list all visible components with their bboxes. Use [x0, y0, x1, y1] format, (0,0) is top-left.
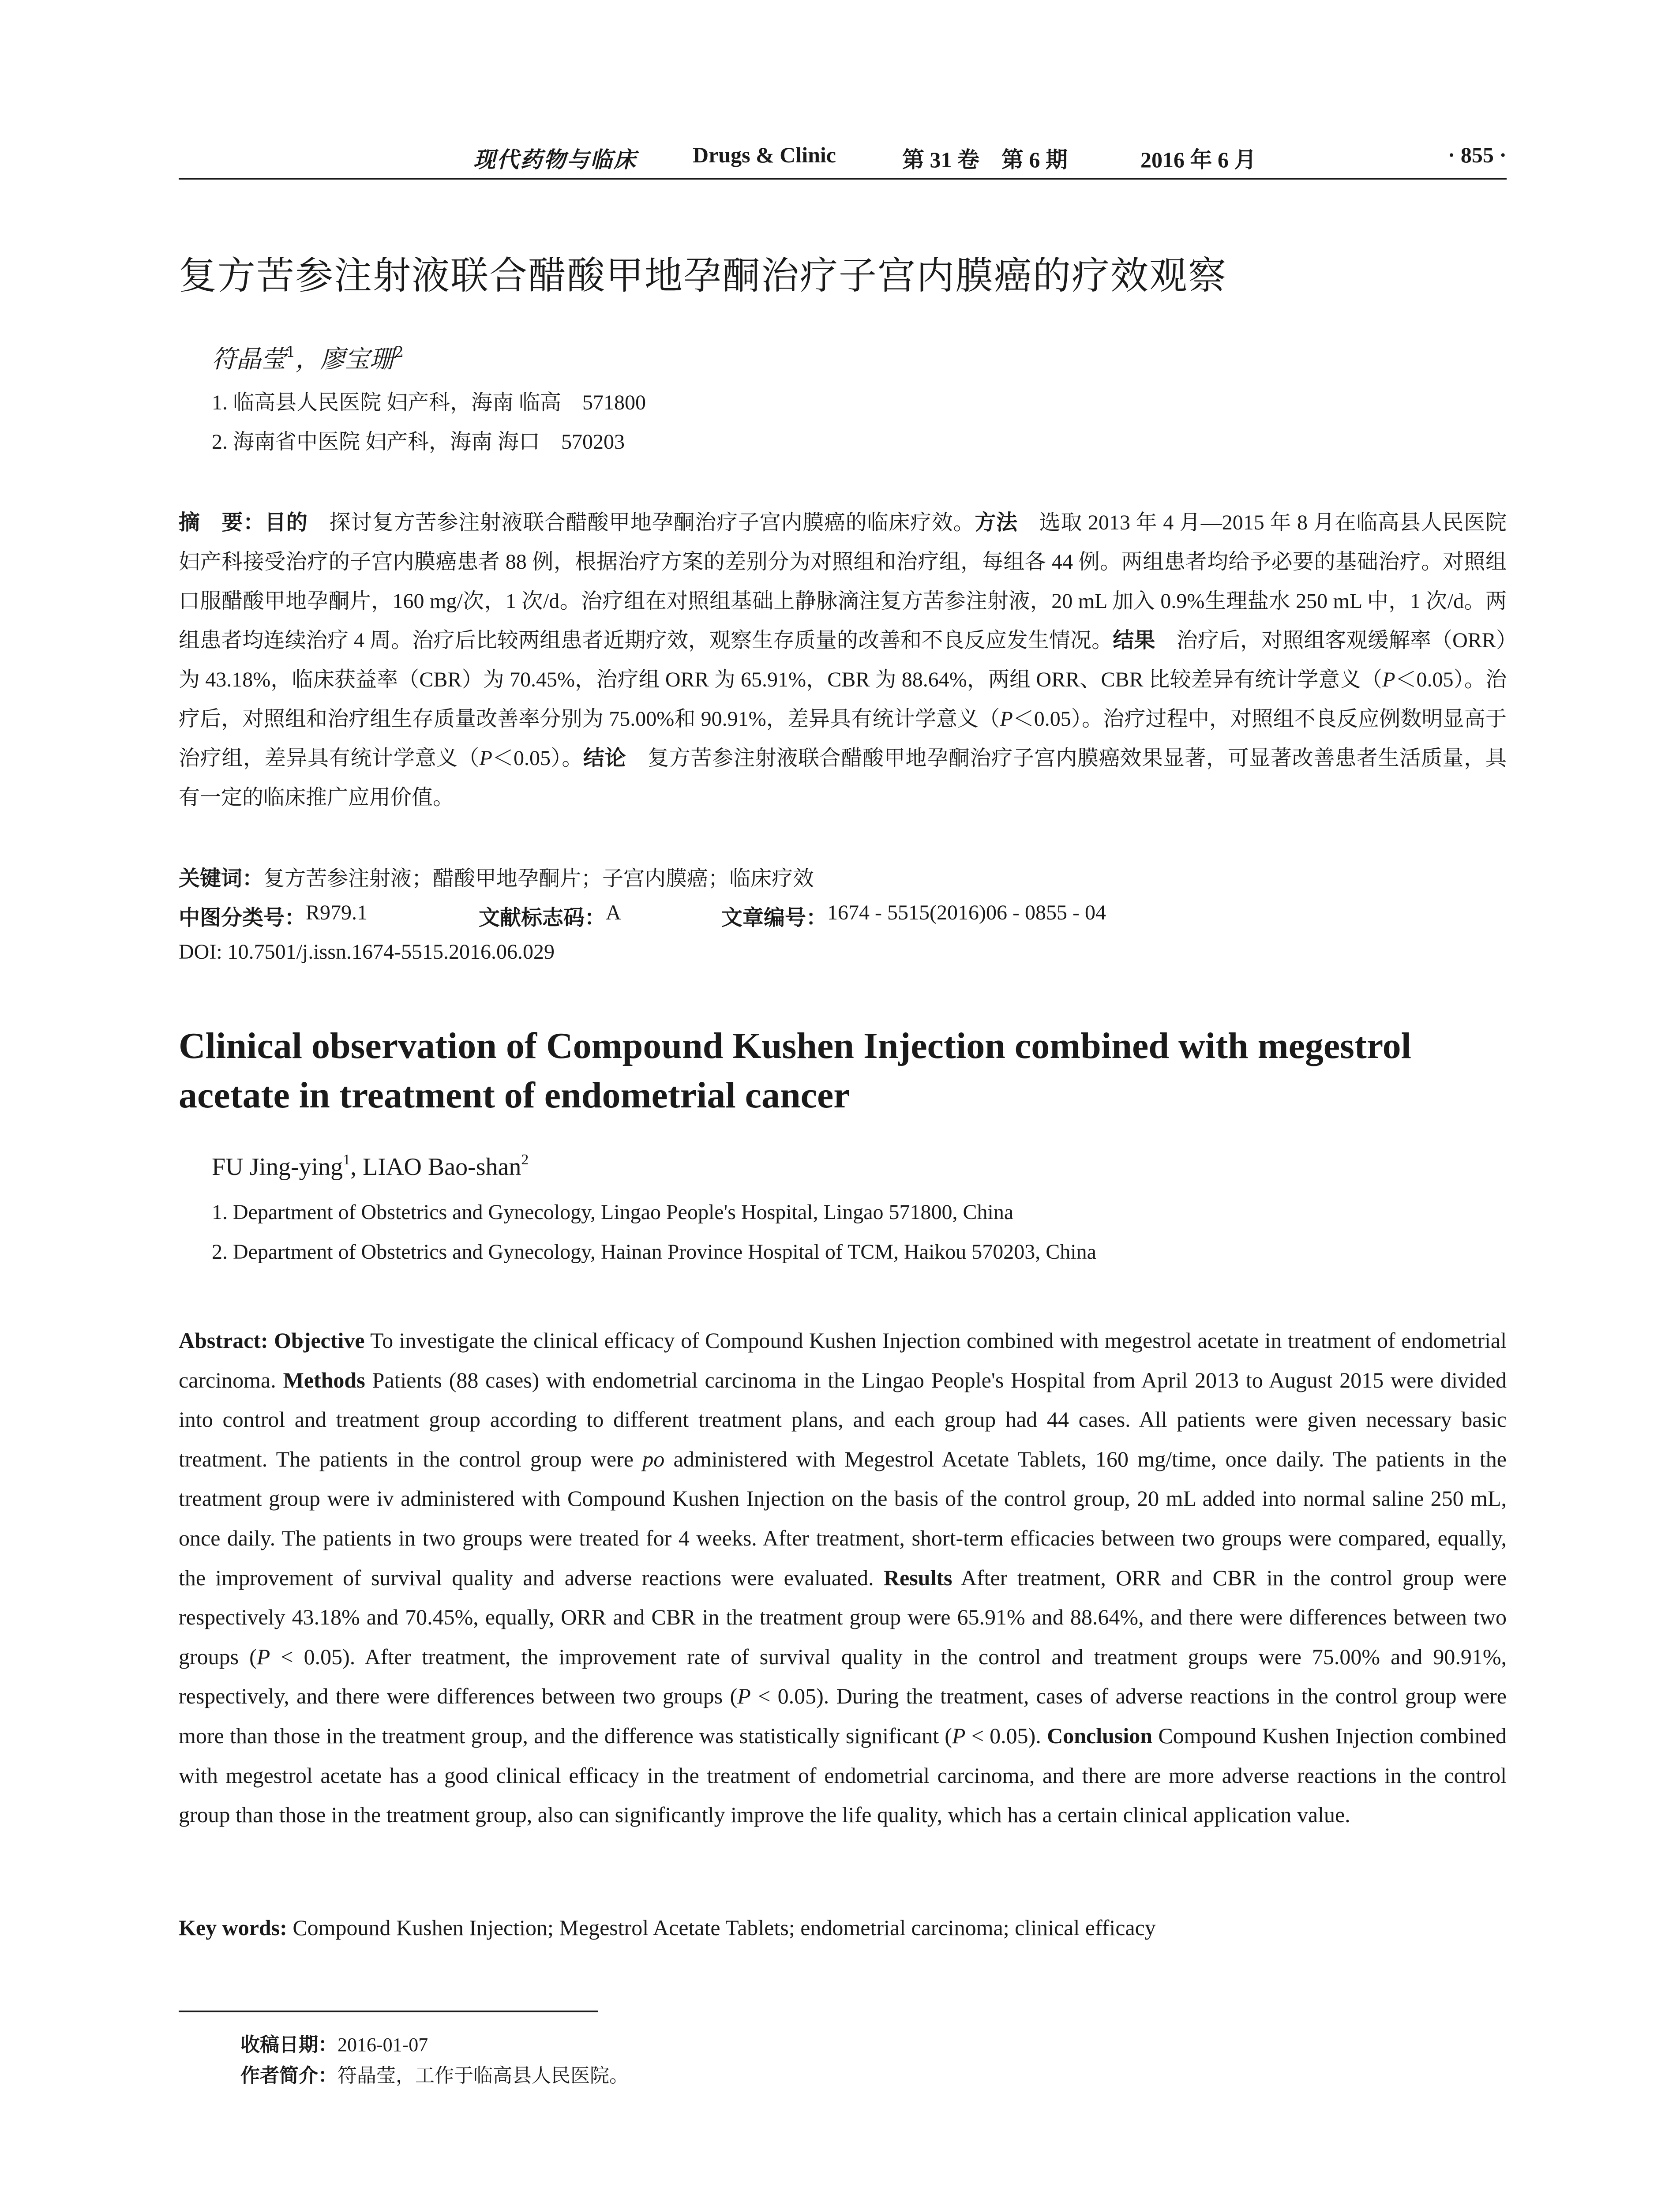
abstract-en-methods-1: Patients (88 cases) with endometrial carcinoma in the Lingao People's Hospital from April 2013 to August 2015 were divided into control and treatment group according to different treatment plans, and each group had 44 cases. All patients were given necessary basic treatment. The patients in the control group were	[179, 1367, 1507, 1471]
abstract-en-methods-2: administered with Megestrol Acetate Tablets, 160 mg/time, once daily. The patients in the treatment group were iv administered with Compound Kushen Injection on the basis of the control group, 20 mL added into normal saline 250 mL, once daily. The patients in two groups were treated for 4 weeks. After treatment, short-term efficacies between two groups were compared, equally, the improvement of survival quality and adverse reactions were evaluated.	[179, 1446, 1507, 1590]
keywords-en-label: Key words:	[179, 1915, 287, 1940]
author-1-en: FU Jing-ying	[212, 1153, 343, 1181]
keywords-en-text: Compound Kushen Injection; Megestrol Acetate Tablets; endometrial carcinoma; clinical efficacy	[287, 1915, 1156, 1940]
abstract-cn-objective-label: 目的	[265, 510, 308, 535]
footnote-received	[240, 2029, 428, 2057]
abstract-cn-p-symbol: P	[1000, 707, 1013, 731]
volume-issue: 第 31 卷 第 6 期	[902, 147, 1068, 172]
abstract-cn-conclusion-label: 结论	[583, 746, 626, 770]
abstract-en-results-1: After treatment, ORR and CBR in the control group were respectively 43.18% and 70.45%, equally, ORR and CBR in the treatment group were 65.91% and 88.64%, and there were differences between two groups (	[179, 1565, 1507, 1669]
article-number	[721, 900, 1106, 931]
abstract-en-objective: To investigate the clinical efficacy of Compound Kushen Injection combined with megestrol acetate in treatment of endometrial carcinoma.	[179, 1328, 1507, 1392]
abstract-cn-results-1: 治疗后，对照组客观缓解率（ORR）为 43.18%，临床获益率（CBR）为 70.45%，治疗组 ORR 为 65.91%，CBR 为 88.64%，两组 ORR、CBR 比较差异有统计学意义（	[179, 629, 1507, 691]
keywords-cn-label: 关键词：	[179, 866, 264, 891]
clc-number	[179, 900, 368, 931]
issue-date: 2016 年 6 月	[1140, 147, 1256, 172]
received-label: 收稿日期：	[240, 2033, 338, 2056]
abstract-en-objective-label: Objective	[274, 1328, 365, 1353]
abstract-cn-conclusion: 复方苦参注射液联合醋酸甲地孕酮治疗子宫内膜癌效果显著，可显著改善患者生活质量，具有一定的临床推广应用价值。	[179, 747, 1507, 809]
abstract-cn-results-4: ＜0.05）。	[492, 747, 584, 770]
affiliation-cn-2: 2. 海南省中医院 妇产科，海南 海口 570203	[212, 430, 625, 454]
header-rule	[179, 178, 1507, 180]
abstract-cn-p-symbol: P	[479, 747, 492, 770]
journal-name-cn: 现代药物与临床	[473, 147, 637, 172]
title-en: Clinical observation of Compound Kushen Injection combined with megestrol acetate in treatment of endometrial cancer	[179, 1025, 1411, 1116]
article-number-label: 文章编号：	[721, 905, 828, 930]
keywords-cn	[179, 861, 814, 892]
abstract-cn	[179, 503, 1507, 817]
author-separator-cn: ，	[295, 345, 320, 374]
author-1-en-sup: 1	[343, 1152, 351, 1168]
page-number: · 855 ·	[1448, 143, 1507, 167]
abstract-en-conclusion-label: Conclusion	[1047, 1723, 1153, 1748]
document-code-label: 文献标志码：	[479, 905, 606, 930]
title-cn: 复方苦参注射液联合醋酸甲地孕酮治疗子宫内膜癌的疗效观察	[179, 254, 1227, 298]
affiliation-en-1: 1. Department of Obstetrics and Gynecology, Lingao People's Hospital, Lingao 571800, China	[212, 1201, 1014, 1224]
running-header	[179, 142, 1507, 177]
abstract-cn-results-2: ＜0.05）。治疗后，对照组和治疗组生存质量改善率分别为 75.00%和 90.91%，差异具有统计学意义（	[179, 668, 1507, 731]
journal-name-en: Drugs & Clinic	[693, 143, 836, 167]
abstract-en-results-label: Results	[883, 1565, 952, 1590]
keywords-en	[179, 1915, 1156, 1940]
received-date: 2016-01-07	[338, 2034, 428, 2056]
doi[interactable]: DOI: 10.7501/j.issn.1674-5515.2016.06.029	[179, 940, 555, 964]
abstract-cn-p-symbol: P	[1382, 668, 1395, 691]
abstract-en-p-symbol: P	[256, 1644, 270, 1669]
author-2-cn-sup: 2	[394, 343, 404, 361]
clc-label: 中图分类号：	[179, 905, 306, 930]
abstract-cn-methods: 选取 2013 年 4 月—2015 年 8 月在临高县人民医院妇产科接受治疗的子宫内膜癌患者 88 例，根据治疗方案的差别分为对照组和治疗组，每组各 44 例。两组患者均给予必要的基础治疗。对照组口服醋酸甲地孕酮片，160 mg/次，1 次/d。治疗组在对照组基础上静脉滴注复方苦参注射液，20 mL 加入 0.9%生理盐水 250 mL 中，1 次/d。两组患者均连续治疗 4 周。治疗后比较两组患者近期疗效，观察生存质量的改善和不良反应发生情况。	[179, 511, 1507, 652]
abstract-en-results-4: < 0.05).	[965, 1723, 1047, 1748]
footnote-author	[240, 2060, 629, 2088]
author-2-en-sup: 2	[521, 1152, 529, 1168]
abstract-en-conclusion: Compound Kushen Injection combined with megestrol acetate has a good clinical efficacy in the treatment of endometrial carcinoma, and there are more adverse reactions in the control group than those in the treatment group, also can significantly improve the life quality, which has a certain clinical application value.	[179, 1723, 1507, 1827]
authors-cn	[212, 340, 404, 375]
author-bio: 符晶莹，工作于临高县人民医院。	[338, 2065, 629, 2086]
abstract-en-p-symbol: P	[952, 1723, 966, 1748]
author-separator-en: ,	[350, 1153, 363, 1181]
author-bio-label: 作者简介：	[240, 2064, 338, 2087]
affiliation-cn-1: 1. 临高县人民医院 妇产科，海南 临高 571800	[212, 391, 646, 414]
article-number-value: 1674 - 5515(2016)06 - 0855 - 04	[827, 901, 1106, 924]
abstract-en-methods-label: Methods	[283, 1367, 365, 1392]
author-1-cn-sup: 1	[286, 343, 296, 361]
abstract-en-label: Abstract:	[179, 1328, 268, 1353]
abstract-cn-results-3: ＜0.05）。治疗过程中，对照组不良反应例数明显高于治疗组，差异具有统计学意义（	[179, 707, 1507, 770]
author-2-cn: 廖宝珊	[320, 345, 394, 374]
abstract-en-p-symbol: P	[737, 1684, 751, 1709]
author-2-en: LIAO Bao-shan	[363, 1153, 521, 1181]
abstract-cn-label: 摘 要：	[179, 510, 265, 535]
abstract-cn-objective: 探讨复方苦参注射液联合醋酸甲地孕酮治疗子宫内膜癌的临床疗效。	[308, 511, 975, 534]
abstract-cn-methods-label: 方法	[975, 510, 1018, 535]
document-code	[479, 900, 621, 931]
classification-line	[179, 900, 1507, 931]
abstract-en-results-3: < 0.05). During the treatment, cases of adverse reactions in the control group were more than those in the treatment group, and the difference was statistically significant (	[179, 1684, 1507, 1748]
author-1-cn: 符晶莹	[212, 345, 286, 374]
affiliation-en-2: 2. Department of Obstetrics and Gynecology, Hainan Province Hospital of TCM, Haikou 570203, China	[212, 1240, 1096, 1264]
authors-en	[212, 1152, 529, 1181]
abstract-en-po: po	[642, 1446, 665, 1471]
abstract-en-results-2: < 0.05). After treatment, the improvement rate of survival quality in the control and treatment groups were 75.00% and 90.91%, respectively, and there were differences between two groups (	[179, 1644, 1507, 1709]
abstract-cn-results-label: 结果	[1113, 628, 1155, 653]
footnote-rule	[179, 2011, 598, 2012]
clc-value: R979.1	[306, 901, 368, 924]
keywords-cn-text: 复方苦参注射液；醋酸甲地孕酮片；子宫内膜癌；临床疗效	[263, 867, 814, 890]
document-code-value: A	[606, 901, 621, 924]
abstract-en	[179, 1321, 1507, 1835]
